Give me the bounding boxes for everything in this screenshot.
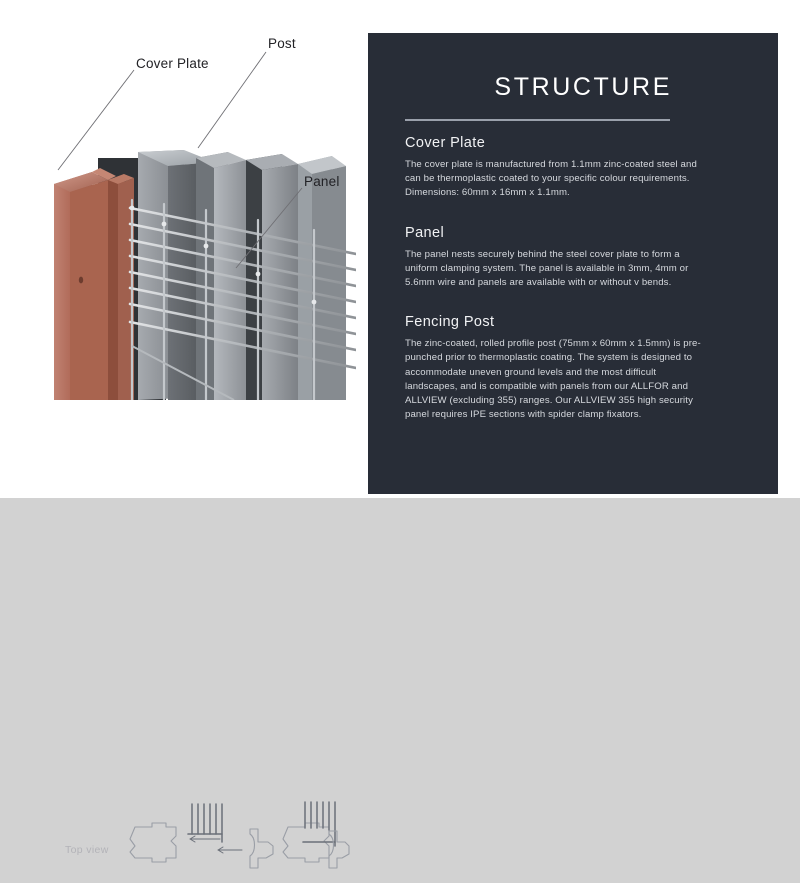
top-view-diagram-exploded	[130, 804, 273, 868]
top-view-caption: Top view	[65, 844, 109, 856]
callout-label-post: Post	[268, 36, 296, 51]
title-divider	[405, 119, 670, 121]
callout-label-cover-plate: Cover Plate	[136, 56, 209, 71]
section-fencing-post	[405, 314, 705, 422]
panel-sections	[405, 135, 705, 422]
callout-label-panel: Panel	[304, 174, 340, 189]
illustration-column	[0, 0, 368, 856]
page-title: STRUCTURE	[494, 73, 672, 101]
section-heading-cover-plate: Cover Plate	[405, 135, 486, 151]
top-view-diagrams	[110, 798, 368, 883]
section-panel	[405, 225, 705, 291]
structure-info-panel	[368, 33, 778, 494]
section-text-panel: The panel nests securely behind the steel cover plate to form a uniform clamping system. The panel is available in 3mm, 4mm or 5.6mm wire and panels are available with or without v bends.	[405, 248, 689, 289]
section-text-fencing-post: The zinc-coated, rolled profile post (75mm x 60mm x 1.5mm) is pre-punched prior to thermoplastic coating. The system is designed to accommodate uneven ground levels and the most difficult landscapes, and is compatible with panels from our ALLFOR and ALLVIEW (excluding 355) ranges. Our ALLVIEW 355 high security panel requires IPE sections with spider clamp fixators.	[405, 338, 701, 421]
top-view-diagram-assembled	[283, 802, 349, 868]
section-text-cover-plate: The cover plate is manufactured from 1.1mm zinc-coated steel and can be thermoplastic coated to your specific colour requirements. Dimensions: 60mm x 16mm x 1.1mm.	[405, 159, 697, 199]
section-cover-plate	[405, 135, 705, 201]
section-heading-panel: Panel	[405, 224, 445, 241]
section-heading-fencing-post: Fencing Post	[405, 314, 495, 331]
top-view-section	[0, 398, 368, 856]
